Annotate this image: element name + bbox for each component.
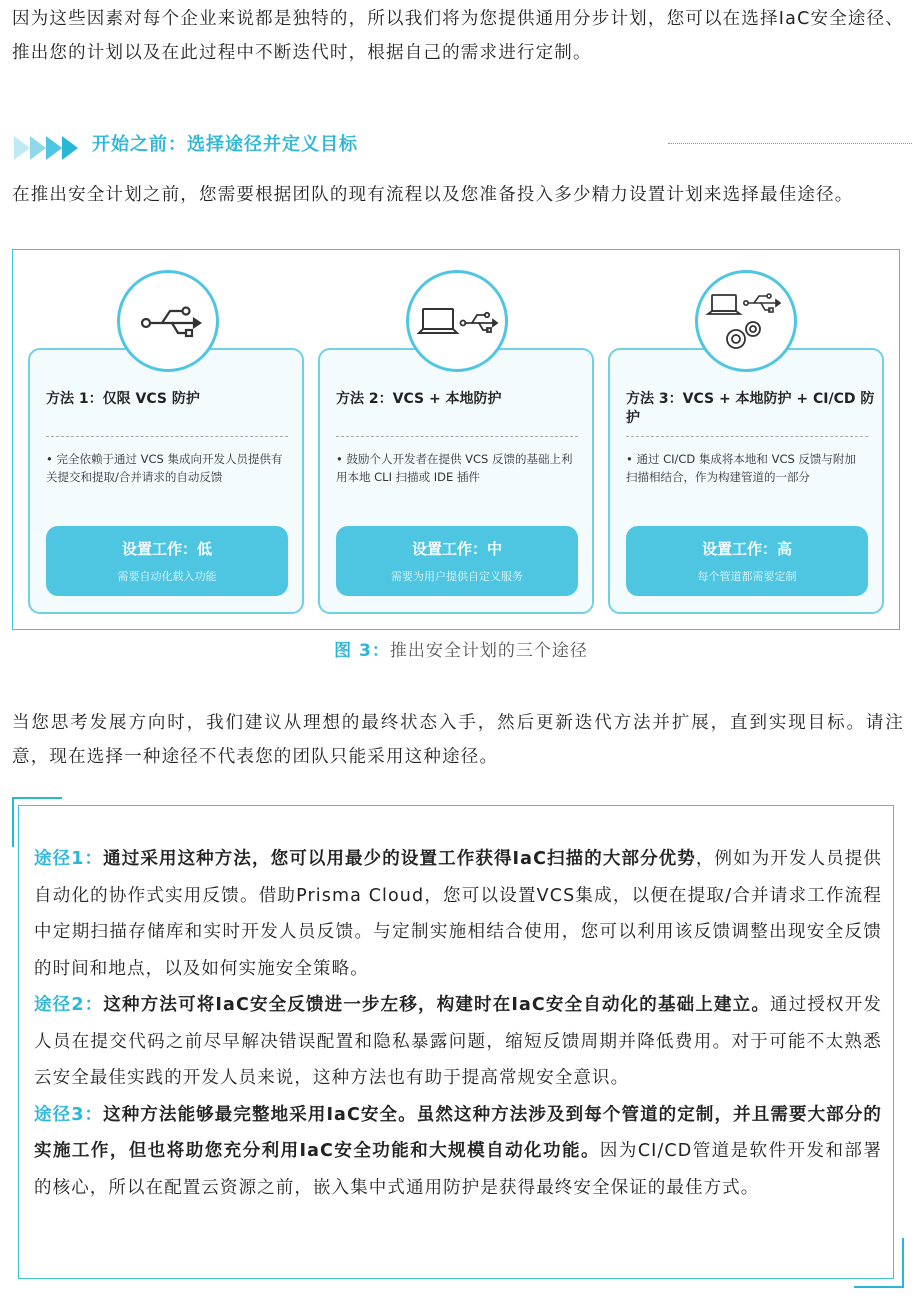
path-highlight: 这种方法能够最完整地采用IaC安全。虽然这种方法涉及到每个管道的定制，并且需要大部分的实施工作，但也将助您充分利用IaC安全功能和大规模自动化功能。 xyxy=(34,1104,882,1161)
method-card-2 xyxy=(318,348,594,614)
effort-badge xyxy=(46,526,288,596)
figure-frame xyxy=(12,249,900,630)
path-item-1 xyxy=(34,841,882,987)
chevron-icon xyxy=(46,136,62,160)
laptop-usb-icons xyxy=(409,273,505,369)
card-description: • 鼓励个人开发者在提供 VCS 反馈的基础上利用本地 CLI 扫描或 IDE 插件 xyxy=(336,452,573,484)
direction-paragraph: 当您思考发展方向时，我们建议从理想的最终状态入手，然后更新迭代方法并扩展，直到实现目标。请注意，现在选择一种途径不代表您的团队只能采用这种途径。 xyxy=(12,713,904,767)
effort-label: 设置工作：高 xyxy=(701,540,792,558)
dotted-divider xyxy=(668,143,912,144)
path-body: 因为CI/CD管道是软件开发和部署的核心，所以在配置云资源之前，嵌入集中式通用防护是获得最终安全保证的最佳方式。 xyxy=(34,1141,883,1198)
method-card-3 xyxy=(608,348,884,614)
effort-badge xyxy=(626,526,868,596)
method-card-1 xyxy=(28,348,304,614)
path-item-3 xyxy=(34,1097,882,1207)
card-title: 方法 3：VCS + 本地防护 + CI/CD 防护 xyxy=(626,391,875,426)
path-label: 途径1： xyxy=(34,849,104,869)
card-3-icon-circle xyxy=(695,270,797,372)
corner-decoration xyxy=(12,797,62,847)
corner-decoration xyxy=(854,1238,904,1288)
chevron-icon xyxy=(14,136,30,160)
effort-badge xyxy=(336,526,578,596)
figure-caption xyxy=(0,636,922,661)
path-highlight: 通过采用这种方法，您可以用最少的设置工作获得IaC扫描的大部分优势 xyxy=(103,849,696,869)
card-divider xyxy=(336,436,578,437)
caption-label: 图 3： xyxy=(334,641,390,661)
card-title: 方法 2：VCS + 本地防护 xyxy=(336,391,502,407)
effort-note: 需要自动化载入功能 xyxy=(117,570,217,583)
card-description: • 完全依赖于通过 VCS 集成向开发人员提供有关提交和提取/合并请求的自动反馈 xyxy=(46,452,283,484)
caption-text: 推出安全计划的三个途径 xyxy=(389,641,588,661)
usb-icon xyxy=(461,313,498,332)
path-highlight: 这种方法可将IaC安全反馈进一步左移，构建时在IaC安全自动化的基础上建立。 xyxy=(103,995,771,1015)
effort-note: 需要为用户提供自定义服务 xyxy=(391,570,523,583)
effort-note: 每个管道都需要定制 xyxy=(697,570,797,583)
path-label: 途径2： xyxy=(34,995,104,1015)
usb-icon xyxy=(744,294,780,312)
section-title: 开始之前：选择途径并定义目标 xyxy=(92,134,358,155)
paths-text xyxy=(34,841,882,1206)
laptop-usb-gears-icons xyxy=(698,273,794,369)
effort-label: 设置工作：低 xyxy=(121,540,212,558)
intro-paragraph: 因为这些因素对每个企业来说都是独特的，所以我们将为您提供通用分步计划，您可以在选择IaC安全途径、推出您的计划以及在此过程中不断迭代时，根据自己的需求进行定制。 xyxy=(12,9,904,63)
card-divider xyxy=(46,436,288,437)
laptop-icon xyxy=(419,309,457,333)
card-title: 方法 1：仅限 VCS 防护 xyxy=(46,391,200,407)
gears-icon xyxy=(727,322,760,348)
laptop-icon xyxy=(708,295,740,314)
card-description: • 通过 CI/CD 集成将本地和 VCS 反馈与附加扫描相结合，作为构建管道的一部分 xyxy=(626,452,856,484)
card-divider xyxy=(626,436,868,437)
path-item-2 xyxy=(34,987,882,1097)
path-label: 途径3： xyxy=(34,1104,104,1125)
effort-label: 设置工作：中 xyxy=(411,540,502,558)
card-2-icon-circle xyxy=(406,270,508,372)
path-body: ，例如为开发人员提供自动化的协作式实用反馈。借助Prisma Cloud，您可以设置VCS集成，以便在提取/合并请求工作流程中定期扫描存储库和实时开发人员反馈。与定制实施相结合使用，您可以利用该反馈调整出现安全反馈的时间和地点，以及如何实施安全策略。 xyxy=(34,849,882,979)
path-body: 通过授权开发人员在提交代码之前尽早解决错误配置和隐私暴露问题，缩短反馈周期并降低费用。对于可能不太熟悉云安全最佳实践的开发人员来说，这种方法也有助于提高常规安全意识。 xyxy=(34,995,883,1088)
section-body: 在推出安全计划之前，您需要根据团队的现有流程以及您准备投入多少精力设置计划来选择最佳途径。 xyxy=(12,185,854,205)
section-header xyxy=(12,128,904,162)
chevron-icon xyxy=(30,136,46,160)
usb-icon xyxy=(120,273,216,369)
chevron-icon xyxy=(62,136,78,160)
card-1-icon-circle xyxy=(117,270,219,372)
